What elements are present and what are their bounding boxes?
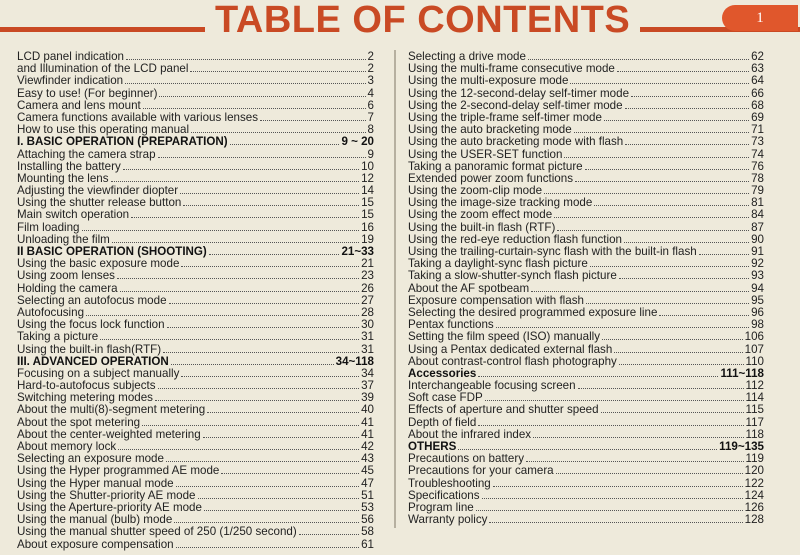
toc-entry[interactable]: [17, 209, 374, 221]
toc-entry-title: Using the basic exposure mode: [17, 257, 180, 271]
toc-entry-title: Installing the battery: [17, 159, 121, 173]
toc-entry-page: 56: [361, 513, 374, 527]
toc-entry-page: 93: [751, 269, 764, 283]
toc-entry-title: Hard-to-autofocus subjects: [17, 379, 156, 393]
dot-leader: [625, 136, 749, 145]
toc-entry-page: 15: [361, 196, 374, 210]
toc-entry-title: III. ADVANCED OPERATION: [17, 354, 169, 368]
toc-entry-title: Using the multi-exposure mode: [408, 74, 569, 88]
dot-leader: [131, 209, 359, 218]
dot-leader: [586, 295, 749, 304]
toc-entry-title: Interchangeable focusing screen: [408, 379, 576, 393]
toc-entry-title: Using the trailing-curtain-sync flash with the built-in flash: [408, 245, 697, 258]
dot-leader: [601, 404, 744, 413]
toc-left-column: [17, 51, 374, 551]
toc-entry-page: 58: [361, 525, 374, 539]
toc-entry-page: 12: [361, 171, 374, 185]
toc-entry-page: 90: [751, 232, 764, 246]
dot-leader: [118, 441, 359, 450]
toc-entry-title: Film loading: [17, 220, 80, 234]
toc-entry-title: Camera functions available with various lenses: [17, 110, 259, 124]
toc-entry[interactable]: [408, 283, 764, 295]
toc-entry-page: 26: [361, 281, 374, 295]
dot-leader: [198, 490, 360, 499]
toc-entry-page: 76: [751, 159, 764, 173]
dot-leader: [158, 380, 360, 389]
dot-leader: [230, 136, 340, 145]
toc-entry-page: 81: [751, 196, 764, 210]
toc-entry-page: 19: [361, 232, 374, 246]
toc-entry-title: Using the shutter release button: [17, 196, 182, 210]
toc-entry-title: Exposure compensation with flash: [408, 293, 584, 307]
toc-entry-page: 96: [751, 305, 764, 319]
toc-entry-page: 74: [751, 147, 764, 161]
toc-entry-page: 9: [367, 147, 374, 161]
toc-entry-title: Using the 2-second-delay self-timer mode: [408, 98, 623, 112]
toc-entry-page: 53: [361, 500, 374, 514]
column-divider: [394, 50, 396, 528]
toc-entry-title: Using the auto bracketing mode with flash: [408, 135, 624, 149]
dot-leader: [143, 100, 366, 109]
dot-leader: [614, 344, 742, 353]
dot-leader: [169, 295, 360, 304]
toc-entry-title: Using the manual (bulb) mode: [17, 513, 173, 527]
toc-entry-page: 42: [361, 440, 374, 453]
toc-entry[interactable]: [408, 75, 764, 87]
toc-entry-page: 119~135: [719, 440, 764, 453]
toc-entry-title: About the spot metering: [17, 415, 141, 429]
toc-entry[interactable]: [17, 270, 374, 282]
toc-entry-page: 31: [361, 342, 374, 356]
dot-leader: [478, 417, 743, 426]
toc-entry-page: 14: [361, 184, 374, 198]
toc-entry-title: Using the Hyper programmed AE mode: [17, 464, 220, 478]
toc-entry-page: 84: [751, 208, 764, 222]
dot-leader: [594, 197, 749, 206]
toc-entry-page: 66: [751, 86, 764, 100]
toc-entry[interactable]: [17, 539, 374, 551]
toc-entry-page: 64: [751, 74, 764, 88]
toc-entry-page: 115: [745, 403, 764, 417]
toc-entry-page: 71: [751, 123, 764, 137]
toc-entry-page: 112: [745, 379, 764, 393]
dot-leader: [575, 173, 749, 182]
toc-entry-page: 63: [751, 62, 764, 76]
toc-entry-title: Using a Pentax dedicated external flash: [408, 342, 613, 356]
dot-leader: [176, 478, 359, 487]
toc-entry-page: 128: [744, 513, 764, 527]
toc-entry-title: LCD panel indication: [17, 50, 124, 63]
toc-entry-title: Taking a slow-shutter-synch flash picture: [408, 269, 617, 283]
toc-entry-title: Focusing on a subject manually: [17, 366, 180, 380]
toc-entry-page: 41: [361, 427, 374, 441]
toc-entry[interactable]: [408, 465, 764, 477]
toc-entry-title: Specifications: [408, 488, 480, 502]
toc-entry[interactable]: [408, 404, 764, 416]
toc-entry-page: 124: [744, 488, 764, 502]
toc-entry-page: 118: [745, 427, 764, 441]
toc-entry-title: Using the Shutter-priority AE mode: [17, 488, 196, 502]
dot-leader: [699, 246, 749, 255]
toc-entry-title: About exposure compensation: [17, 537, 174, 551]
toc-entry-page: 61: [361, 537, 374, 551]
page-number-badge: 1: [722, 5, 798, 31]
toc-entry-page: 23: [361, 269, 374, 283]
toc-entry-page: 21: [361, 257, 374, 271]
toc-entry-page: 107: [744, 342, 764, 356]
dot-leader: [86, 307, 359, 316]
toc-entry-page: 10: [361, 159, 374, 173]
toc-entry-title: Camera and lens mount: [17, 98, 141, 112]
toc-entry[interactable]: [408, 149, 764, 161]
toc-entry-title: Depth of field: [408, 415, 477, 429]
dot-leader: [631, 88, 749, 97]
toc-entry-page: 30: [361, 318, 374, 332]
toc-entry[interactable]: [17, 417, 374, 429]
dot-leader: [564, 149, 749, 158]
dot-leader: [125, 75, 365, 84]
toc-entry-title: Using the manual shutter speed of 250 (1/250 second): [17, 525, 297, 539]
toc-entry[interactable]: [408, 222, 764, 234]
dot-leader: [163, 344, 359, 353]
dot-leader: [496, 319, 749, 328]
dot-leader: [181, 368, 359, 377]
toc-entry-page: 45: [361, 464, 374, 478]
dot-leader: [100, 331, 359, 340]
toc-entry-page: 34: [361, 366, 374, 380]
dot-leader: [191, 124, 365, 133]
dot-leader: [578, 380, 744, 389]
dot-leader: [478, 368, 718, 377]
toc-entry-page: 79: [751, 184, 764, 198]
dot-leader: [624, 234, 749, 243]
toc-entry-title: Taking a picture: [17, 330, 99, 344]
toc-entry-page: 47: [361, 476, 374, 490]
dot-leader: [554, 209, 749, 218]
dot-leader: [602, 331, 743, 340]
dot-leader: [617, 63, 749, 72]
toc-entry-title: II BASIC OPERATION (SHOOTING): [17, 245, 207, 258]
dot-leader: [299, 526, 359, 535]
toc-entry-title: Using the focus lock function: [17, 318, 165, 332]
toc-entry-title: Taking a daylight-sync flash picture: [408, 257, 588, 271]
toc-entry-title: Using the Aperture-priority AE mode: [17, 500, 202, 514]
dot-leader: [570, 75, 749, 84]
toc-entry-page: 94: [751, 281, 764, 295]
toc-entry[interactable]: [408, 344, 764, 356]
dot-leader: [155, 392, 359, 401]
dot-leader: [625, 100, 750, 109]
dot-leader: [183, 197, 359, 206]
dot-leader: [493, 478, 743, 487]
toc-entry-page: 40: [361, 403, 374, 417]
toc-entry-title: Viewfinder indication: [17, 74, 124, 88]
toc-entry-page: 106: [744, 330, 764, 344]
toc-entry-title: Using zoom lenses: [17, 269, 115, 283]
toc-entry-title: Switching metering modes: [17, 391, 153, 405]
toc-entry-title: Precautions on battery: [408, 452, 525, 466]
dot-leader: [260, 112, 366, 121]
dot-leader: [112, 234, 359, 243]
toc-entry-title: About contrast-control flash photography: [408, 354, 617, 368]
toc-entry-page: 9 ~ 20: [341, 135, 374, 149]
toc-entry-page: 126: [744, 500, 764, 514]
toc-entry-title: Attaching the camera strap: [17, 147, 156, 161]
toc-entry-title: Using the image-size tracking mode: [408, 196, 593, 210]
toc-entry-page: 92: [751, 257, 764, 271]
toc-entry-title: Using the Hyper manual mode: [17, 476, 174, 490]
dot-leader: [489, 514, 742, 523]
toc-entry-title: Selecting a drive mode: [408, 50, 526, 63]
dot-leader: [111, 173, 360, 182]
dot-leader: [181, 258, 359, 267]
dot-leader: [123, 161, 359, 170]
dot-leader: [528, 51, 749, 60]
toc-entry-title: Selecting an exposure mode: [17, 452, 164, 466]
toc-entry-title: Pentax functions: [408, 318, 494, 332]
toc-entry-page: 51: [361, 488, 374, 502]
toc-entry-title: Precautions for your camera: [408, 464, 554, 478]
toc-entry-page: 6: [367, 98, 374, 112]
toc-entry-page: 110: [745, 354, 764, 368]
toc-entry[interactable]: [408, 209, 764, 221]
toc-entry[interactable]: [408, 136, 764, 148]
toc-entry-title: Using the zoom effect mode: [408, 208, 553, 222]
toc-entry[interactable]: [17, 75, 374, 87]
dot-leader: [117, 270, 359, 279]
toc-entry[interactable]: [17, 88, 374, 100]
dot-leader: [533, 429, 743, 438]
toc-entry-page: 16: [361, 220, 374, 234]
toc-entry-title: OTHERS: [408, 440, 457, 453]
toc-entry[interactable]: [17, 331, 374, 343]
dot-leader: [531, 283, 749, 292]
toc-entry-page: 87: [751, 220, 764, 234]
dot-leader: [526, 453, 744, 462]
toc-entry-title: Using the 12-second-delay self-timer mode: [408, 86, 630, 100]
toc-entry-title: Troubleshooting: [408, 476, 491, 490]
dot-leader: [176, 539, 359, 548]
toc-entry-title: Easy to use! (For beginner): [17, 86, 158, 100]
toc-entry-page: 8: [367, 123, 374, 137]
toc-entry-page: 15: [361, 208, 374, 222]
header: [0, 0, 800, 44]
toc-entry[interactable]: [17, 478, 374, 490]
dot-leader: [159, 88, 365, 97]
toc-entry-title: and Illumination of the LCD panel: [17, 62, 189, 76]
toc-entry-page: 31: [361, 330, 374, 344]
toc-entry-title: Accessories: [408, 366, 477, 380]
toc-entry[interactable]: [17, 526, 374, 538]
toc-entry-title: Using the auto bracketing mode: [408, 123, 572, 137]
toc-entry-page: 2: [367, 62, 374, 76]
toc-entry-page: 21~33: [341, 245, 374, 258]
dot-leader: [190, 63, 365, 72]
dot-leader: [204, 502, 359, 511]
toc-entry-title: How to use this operating manual: [17, 123, 190, 137]
dot-leader: [82, 222, 360, 231]
toc-entry-page: 37: [361, 379, 374, 393]
toc-entry-title: Mounting the lens: [17, 171, 109, 185]
dot-leader: [209, 246, 340, 255]
toc-entry[interactable]: [17, 283, 374, 295]
dot-leader: [167, 319, 360, 328]
toc-entry-title: About the infrared index: [408, 427, 532, 441]
toc-entry-title: Effects of aperture and shutter speed: [408, 403, 599, 417]
toc-entry-page: 4: [367, 86, 374, 100]
toc-entry-page: 28: [361, 305, 374, 319]
toc-entry[interactable]: [408, 270, 764, 282]
toc-entry[interactable]: [408, 478, 764, 490]
page-title: TABLE OF CONTENTS: [205, 0, 640, 42]
toc-entry-page: 98: [751, 318, 764, 332]
dot-leader: [556, 465, 743, 474]
toc-entry[interactable]: [408, 88, 764, 100]
dot-leader: [476, 502, 743, 511]
toc-entry-page: 119: [745, 452, 764, 466]
toc-entry[interactable]: [17, 222, 374, 234]
toc-entry-page: 27: [361, 293, 374, 307]
toc-entry-page: 62: [751, 50, 764, 63]
toc-entry-page: 117: [745, 415, 764, 429]
dot-leader: [619, 270, 749, 279]
toc-entry-title: Using the built-in flash(RTF): [17, 342, 162, 356]
toc-entry-page: 111~118: [720, 366, 764, 380]
toc-entry-title: Soft case FDP: [408, 391, 483, 405]
dot-leader: [557, 222, 749, 231]
toc-entry-page: 122: [744, 476, 764, 490]
toc-entry-title: Setting the film speed (ISO) manually: [408, 330, 601, 344]
dot-leader: [574, 124, 749, 133]
toc-entry[interactable]: [408, 417, 764, 429]
toc-entry-page: 3: [367, 74, 374, 88]
toc-entry-title: Unloading the film: [17, 232, 110, 246]
toc-entry-title: Adjusting the viewfinder diopter: [17, 184, 179, 198]
toc-entry-title: Extended power zoom functions: [408, 171, 573, 185]
toc-entry-title: Autofocusing: [17, 305, 85, 319]
dot-leader: [203, 429, 359, 438]
dot-leader: [485, 392, 744, 401]
toc-entry-page: 7: [367, 110, 374, 124]
toc-entry-title: Using the built-in flash (RTF): [408, 220, 556, 234]
dot-leader: [544, 185, 749, 194]
toc-entry-page: 68: [751, 98, 764, 112]
toc-entry-title: Main switch operation: [17, 208, 130, 222]
toc-entry[interactable]: [408, 331, 764, 343]
toc-entry-title: I. BASIC OPERATION (PREPARATION): [17, 135, 228, 149]
toc-entry-title: Using the triple-frame self-timer mode: [408, 110, 602, 124]
dot-leader: [174, 514, 359, 523]
toc-entry-page: 43: [361, 452, 374, 466]
toc-entry-page: 39: [361, 391, 374, 405]
dot-leader: [120, 283, 360, 292]
dot-leader: [221, 465, 359, 474]
toc-entry-page: 34~118: [335, 354, 374, 368]
toc-right-column: [408, 51, 764, 526]
toc-entry-title: About memory lock: [17, 440, 117, 453]
toc-entry[interactable]: [17, 465, 374, 477]
toc-section-heading[interactable]: [17, 136, 374, 148]
toc-entry-title: Warranty policy: [408, 513, 488, 527]
toc-entry-title: Using the red-eye reduction flash function: [408, 232, 622, 246]
dot-leader: [659, 307, 749, 316]
toc-entry-page: 41: [361, 415, 374, 429]
dot-leader: [482, 490, 743, 499]
toc-entry-title: Using the multi-frame consecutive mode: [408, 62, 615, 76]
dot-leader: [166, 453, 359, 462]
toc-entry-page: 114: [745, 391, 764, 405]
toc-entry-title: Program line: [408, 500, 474, 514]
toc-entry-page: 120: [744, 464, 764, 478]
dot-leader: [142, 417, 359, 426]
toc-entry-title: Using the USER-SET function: [408, 147, 563, 161]
toc-entry-title: Taking a panoramic format picture: [408, 159, 583, 173]
toc-entry-title: Selecting the desired programmed exposure line: [408, 305, 658, 319]
toc-entry[interactable]: [17, 344, 374, 356]
toc-entry[interactable]: [408, 514, 764, 526]
dot-leader: [126, 51, 366, 60]
toc-entry-page: 78: [751, 171, 764, 185]
dot-leader: [207, 404, 359, 413]
toc-entry-page: 2: [367, 50, 374, 63]
toc-entry-page: 69: [751, 110, 764, 124]
toc-entry-title: About the center-weighted metering: [17, 427, 201, 441]
toc-entry-page: 73: [751, 135, 764, 149]
toc-entry-title: About the multi(8)-segment metering: [17, 403, 206, 417]
dot-leader: [604, 112, 749, 121]
dot-leader: [619, 356, 744, 365]
toc-entry-page: 95: [751, 293, 764, 307]
toc-entry[interactable]: [408, 429, 764, 441]
toc-entry-title: Selecting an autofocus mode: [17, 293, 167, 307]
toc-entry-title: About the AF spotbeam: [408, 281, 530, 295]
toc-entry-page: 91: [751, 245, 764, 258]
dot-leader: [458, 441, 717, 450]
toc-entry-title: Holding the camera: [17, 281, 118, 295]
toc-entry[interactable]: [17, 404, 374, 416]
toc-entry-title: Using the zoom-clip mode: [408, 184, 543, 198]
dot-leader: [585, 161, 749, 170]
dot-leader: [171, 356, 334, 365]
toc-entry[interactable]: [17, 149, 374, 161]
dot-leader: [590, 258, 749, 267]
dot-leader: [158, 149, 366, 158]
dot-leader: [180, 185, 359, 194]
